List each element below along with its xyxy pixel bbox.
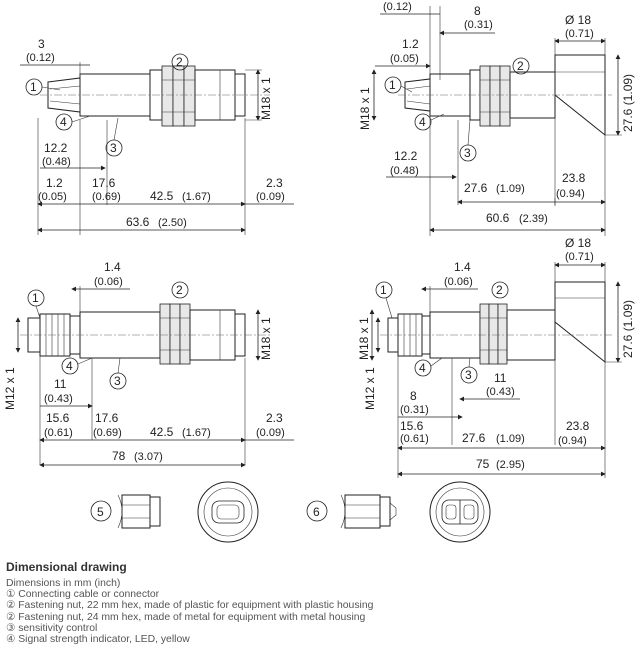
drawing-1-straight-cable bbox=[20, 37, 294, 235]
d4-dim-27-6-v: 27.6 (1.09) bbox=[621, 299, 635, 358]
d3-dim-15-6: 15.6 bbox=[46, 411, 70, 425]
d3-callout-3: 3 bbox=[114, 374, 121, 388]
d4-callout-2: 2 bbox=[496, 283, 503, 297]
d4-dim-15-6: 15.6 bbox=[400, 419, 424, 433]
d3-dim-78: 78 bbox=[112, 449, 126, 463]
d2-callout-2: 2 bbox=[517, 59, 524, 73]
detail-6 bbox=[307, 482, 490, 542]
d4-dim-1-4: 1.4 bbox=[454, 260, 471, 274]
d3-m12-label: M12 x 1 bbox=[3, 367, 17, 410]
d4-dim-23-8-in: (0.94) bbox=[558, 435, 587, 447]
d1-dim-3: 3 bbox=[38, 37, 45, 51]
d3-dim-78-in: (3.07) bbox=[134, 451, 163, 463]
legend-title: Dimensional drawing bbox=[6, 560, 127, 574]
d4-dim-27-6-in: (1.09) bbox=[496, 433, 525, 445]
d1-dim-2-3-in: (0.09) bbox=[256, 191, 285, 203]
d4-dim-8: 8 bbox=[410, 389, 417, 403]
d1-callout-1: 1 bbox=[30, 80, 37, 94]
d2-dim-23-8-in: (0.94) bbox=[556, 188, 585, 200]
d4-callout-4: 4 bbox=[419, 361, 426, 375]
d2-dim-0-12-in: (0.12) bbox=[383, 1, 412, 13]
d2-dim-12-2-in: (0.48) bbox=[390, 165, 419, 177]
d4-dim-75-in: (2.95) bbox=[496, 459, 525, 471]
d1-dim-17-6-in: (0.69) bbox=[92, 191, 121, 203]
d3-dim-17-6: 17.6 bbox=[95, 411, 119, 425]
d1-callout-3: 3 bbox=[110, 141, 117, 155]
d3-dim-1-4-in: (0.06) bbox=[94, 276, 123, 288]
d1-dim-12-2: 12.2 bbox=[44, 141, 68, 155]
d2-dim-d18: Ø 18 bbox=[565, 13, 592, 27]
d3-dim-11-in: (0.43) bbox=[44, 393, 73, 405]
drawing-4-angled-connector bbox=[357, 236, 635, 478]
d4-callout-1: 1 bbox=[380, 283, 387, 297]
d2-dim-1-2: 1.2 bbox=[402, 37, 419, 51]
d4-dim-27-6: 27.6 bbox=[462, 431, 486, 445]
legend-units: Dimensions in mm (inch) bbox=[6, 578, 121, 589]
d4-dim-23-8: 23.8 bbox=[566, 419, 590, 433]
d4-dim-1-4-in: (0.06) bbox=[444, 276, 473, 288]
d1-dim-17-6: 17.6 bbox=[92, 176, 116, 190]
d4-dim-11: 11 bbox=[494, 371, 507, 385]
drawing-3-straight-connector bbox=[3, 260, 294, 465]
d2-dim-27-6-in: (1.09) bbox=[496, 183, 525, 195]
d4-dim-75: 75 bbox=[476, 457, 490, 471]
d1-callout-4: 4 bbox=[60, 115, 67, 129]
d2-callout-4: 4 bbox=[419, 115, 426, 129]
detail-5-callout: 5 bbox=[97, 505, 104, 519]
legend-item: ② Fastening nut, 24 mm hex, made of metal for equipment with metal housing bbox=[6, 611, 366, 623]
d2-dim-1-2-in: (0.05) bbox=[390, 53, 419, 65]
d2-dim-27-6: 27.6 bbox=[464, 181, 488, 195]
d3-dim-15-6-in: (0.61) bbox=[44, 427, 73, 439]
d3-dim-42-5-in: (1.67) bbox=[182, 427, 211, 439]
d2-m18-label: M18 x 1 bbox=[358, 87, 372, 130]
d1-dim-3-in: (0.12) bbox=[26, 52, 55, 64]
d3-dim-17-6-in: (0.69) bbox=[93, 427, 122, 439]
d4-dim-8-in: (0.31) bbox=[400, 404, 429, 416]
drawing-2-angled-cable bbox=[358, 1, 635, 236]
d4-dim-15-6-in: (0.61) bbox=[400, 433, 429, 445]
d1-dim-63-6: 63.6 bbox=[126, 215, 150, 229]
d3-dim-2-3-in: (0.09) bbox=[256, 427, 285, 439]
d1-dim-63-6-in: (2.50) bbox=[158, 217, 187, 229]
legend-item: ③ sensitivity control bbox=[6, 622, 98, 634]
d1-dim-12-2-in: (0.48) bbox=[42, 156, 71, 168]
legend-item: ② Fastening nut, 22 mm hex, made of plastic for equipment with plastic housing bbox=[6, 600, 374, 612]
d3-dim-1-4: 1.4 bbox=[104, 260, 121, 274]
d2-dim-d18-in: (0.71) bbox=[565, 28, 594, 40]
d1-dim-1-2-in: (0.05) bbox=[38, 191, 67, 203]
d3-dim-42-5: 42.5 bbox=[150, 425, 174, 439]
d4-dim-d18-in: (0.71) bbox=[565, 251, 594, 263]
legend bbox=[6, 560, 634, 645]
d3-callout-2: 2 bbox=[176, 283, 183, 297]
d1-callout-2: 2 bbox=[176, 55, 183, 69]
d1-dim-42-5-in: (1.67) bbox=[182, 191, 211, 203]
d3-callout-1: 1 bbox=[32, 291, 39, 305]
detail-5 bbox=[91, 482, 258, 542]
d4-dim-11-in: (0.43) bbox=[486, 386, 515, 398]
d4-m12-label: M12 x 1 bbox=[363, 367, 377, 410]
d2-callout-1: 1 bbox=[389, 78, 396, 92]
d1-m18-label: M18 x 1 bbox=[259, 77, 273, 120]
d2-dim-60-6-in: (2.39) bbox=[519, 213, 548, 225]
d2-callout-3: 3 bbox=[464, 146, 471, 160]
d2-dim-12-2: 12.2 bbox=[394, 149, 418, 163]
d3-callout-4: 4 bbox=[66, 359, 73, 373]
detail-6-callout: 6 bbox=[313, 505, 320, 519]
d1-dim-42-5: 42.5 bbox=[150, 189, 174, 203]
d3-dim-11: 11 bbox=[54, 377, 67, 391]
d1-dim-1-2: 1.2 bbox=[46, 176, 63, 190]
d2-dim-8: 8 bbox=[474, 4, 481, 18]
d2-dim-23-8: 23.8 bbox=[562, 171, 586, 185]
d3-dim-2-3: 2.3 bbox=[266, 411, 283, 425]
d4-m18-label: M18 x 1 bbox=[357, 317, 371, 360]
legend-item: ④ Signal strength indicator, LED, yellow bbox=[6, 634, 190, 646]
d2-dim-60-6: 60.6 bbox=[486, 211, 510, 225]
d2-dim-8-in: (0.31) bbox=[464, 19, 493, 31]
d4-callout-3: 3 bbox=[465, 368, 472, 382]
legend-item: ① Connecting cable or connector bbox=[6, 589, 160, 601]
d1-dim-2-3: 2.3 bbox=[266, 176, 283, 190]
d3-m18-label: M18 x 1 bbox=[259, 317, 273, 360]
d2-dim-27-6-v: 27.6 (1.09) bbox=[621, 73, 635, 132]
d4-dim-d18: Ø 18 bbox=[565, 236, 592, 250]
